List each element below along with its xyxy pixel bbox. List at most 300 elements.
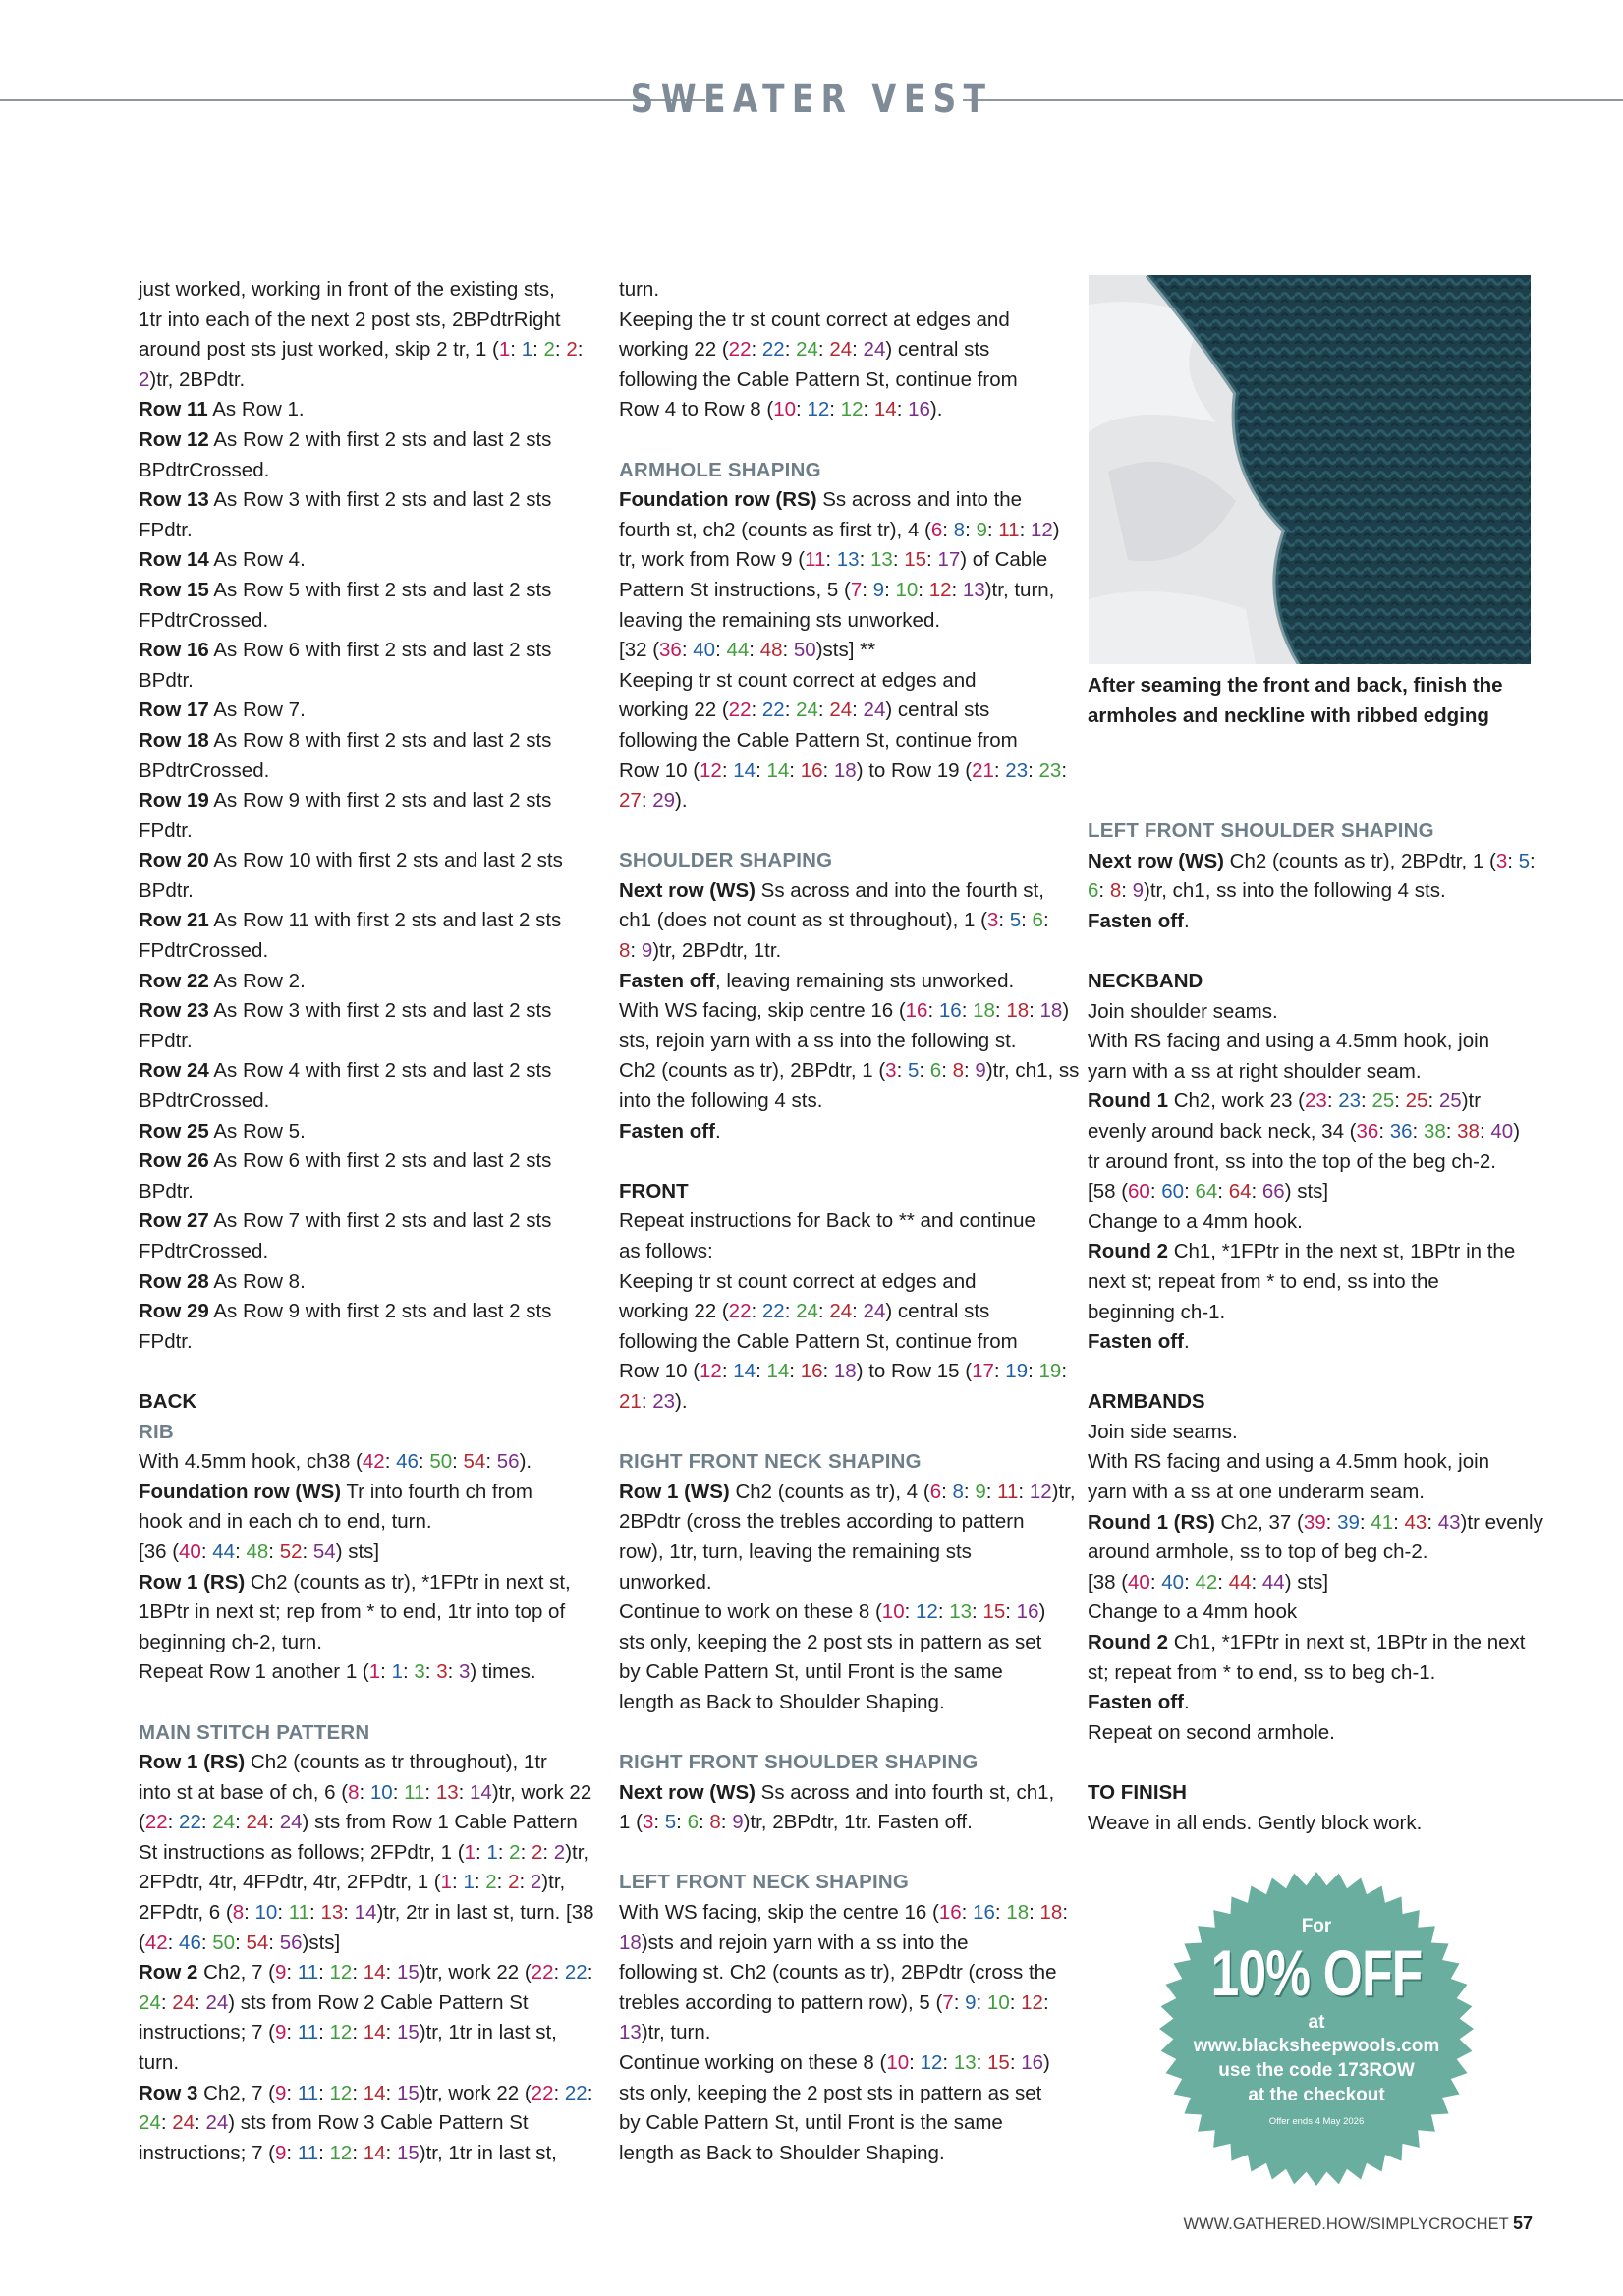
text-run: ) sts from Row 1 Cable Pattern: [302, 1811, 578, 1834]
pattern-line: [619, 335, 1081, 365]
text-run: ) to Row 19 (: [856, 758, 973, 782]
pattern-line: [619, 2079, 1081, 2109]
text-run: :: [862, 578, 873, 601]
text-run: :: [829, 398, 841, 421]
text-run: :: [200, 1931, 213, 1954]
text-run: by Cable Pattern St, until Front is the same: [619, 1660, 1003, 1684]
size-count: 38: [1457, 1119, 1480, 1143]
text-run: as follows:: [619, 1240, 713, 1262]
text-run: As Row 5.: [208, 1119, 306, 1143]
size-count: 7: [942, 1990, 954, 2014]
text-run: :: [286, 1961, 298, 1985]
text-run: Ch2 (counts as tr), 4 (: [729, 1480, 930, 1503]
text-run: :: [380, 1660, 392, 1684]
text-run: sts only, keeping the 2 post sts in pattern as set: [619, 1630, 1042, 1653]
size-count: 24: [863, 1300, 886, 1323]
text-run: Ch2 (counts as tr throughout), 1tr: [245, 1751, 547, 1774]
text-run: :: [749, 639, 760, 662]
size-count: 16: [938, 1901, 962, 1925]
subsection-heading: LEFT FRONT SHOULDER SHAPING: [1088, 819, 1434, 842]
size-count: 18: [833, 758, 857, 782]
pattern-line: [1088, 907, 1549, 937]
text-run: :: [919, 1059, 930, 1083]
size-count: 25: [1405, 1090, 1428, 1113]
size-count: 42: [362, 1450, 385, 1474]
size-count: 12: [1021, 1990, 1043, 2014]
size-count: 60: [1161, 1180, 1185, 1204]
size-count: 6: [930, 518, 943, 541]
text-run: :: [715, 639, 727, 662]
text-run: :: [352, 2081, 364, 2104]
pattern-line: [619, 1447, 1081, 1478]
text-run: :: [965, 518, 977, 541]
pattern-line: [619, 1237, 1081, 1267]
size-count: 2: [543, 338, 555, 362]
text-run: Ss across and into the fourth st,: [755, 878, 1044, 902]
pattern-line: [619, 545, 1081, 576]
text-run: Ch2, 37 (: [1214, 1510, 1304, 1534]
text-run: (: [139, 1811, 145, 1834]
text-run: :: [927, 999, 939, 1023]
size-count: 19: [1005, 1360, 1029, 1383]
pattern-line: [619, 786, 1081, 816]
section-heading: FRONT: [619, 1179, 689, 1203]
text-run: evenly around back neck, 34 (: [1088, 1119, 1357, 1143]
row-label: Row 19: [139, 789, 209, 812]
text-run: fourth st, ch2 (counts as first tr), 4 (: [619, 518, 931, 541]
subsection-heading: MAIN STITCH PATTERN: [139, 1720, 370, 1744]
text-run: 2BPdtr (cross the trebles according to pattern: [619, 1510, 1025, 1534]
pattern-line: [1088, 1327, 1549, 1358]
text-run: FPdtrCrossed.: [139, 608, 269, 632]
text-run: instructions; 7 (: [139, 2021, 275, 2044]
size-count: 11: [297, 2081, 319, 2104]
text-run: Ch2 (counts as tr), 2BPdtr, 1 (: [619, 1059, 886, 1083]
text-run: around armhole, ss to top of beg ch-2.: [1088, 1540, 1428, 1564]
row-label: Foundation row (WS): [139, 1480, 342, 1503]
pattern-line: [619, 1597, 1081, 1628]
text-run: .: [714, 1119, 721, 1143]
pattern-line: [1088, 1237, 1549, 1267]
text-run: ch1 (does not count as st throughout), 1 (: [619, 909, 987, 932]
size-count: 12: [1030, 518, 1053, 541]
pattern-line: [139, 996, 600, 1027]
pattern-line: [139, 666, 600, 697]
text-run: :: [1061, 1360, 1068, 1383]
text-run: ) of Cable: [960, 548, 1048, 572]
size-count: 22: [564, 1961, 588, 1985]
row-label: Row 27: [139, 1209, 209, 1233]
pattern-line: [1088, 1057, 1549, 1088]
row-label: Row 25: [139, 1119, 209, 1143]
text-run: :: [1098, 879, 1110, 903]
text-run: following the Cable Pattern St, continue from: [619, 367, 1018, 391]
text-run: [36 (: [139, 1540, 180, 1563]
size-count: 23: [1338, 1090, 1362, 1113]
text-run: sts only, keeping the 2 post sts in pattern as set: [619, 2081, 1042, 2104]
pattern-line: [139, 395, 600, 425]
size-count: 14: [363, 1961, 386, 1985]
text-run: Repeat instructions for Back to ** and continue: [619, 1209, 1035, 1233]
text-run: :: [452, 1871, 464, 1894]
size-count: 23: [1005, 758, 1029, 782]
text-run: :: [318, 2081, 330, 2104]
text-run: :: [937, 1600, 950, 1624]
text-run: )tr, 1tr in last st,: [419, 2141, 557, 2164]
text-run: :: [352, 2141, 364, 2164]
text-run: turn.: [619, 278, 660, 301]
pattern-line: [139, 1838, 600, 1869]
size-count: 5: [1518, 849, 1531, 872]
size-count: 24: [796, 699, 818, 722]
size-count: 8: [619, 939, 631, 963]
pattern-line: [1088, 967, 1549, 997]
size-count: 9: [975, 1059, 986, 1083]
caption-line: armholes and neckline with ribbed edging: [1088, 703, 1489, 727]
size-count: 2: [553, 1840, 566, 1864]
size-count: 18: [1039, 1901, 1063, 1925]
pattern-line: [619, 2139, 1081, 2169]
size-count: 22: [728, 338, 752, 362]
text-run: (: [139, 1931, 145, 1954]
text-run: :: [1042, 909, 1049, 932]
badge-url[interactable]: www.blacksheepwools.com: [1193, 2036, 1440, 2056]
text-run: leaving the remaining sts unworked.: [619, 608, 941, 632]
size-count: 11: [297, 2141, 319, 2164]
size-count: 21: [972, 758, 994, 782]
pattern-line: [1088, 876, 1549, 907]
text-run: :: [630, 939, 642, 963]
size-count: 8: [953, 518, 966, 541]
pattern-line: [139, 1206, 600, 1237]
text-run: ) sts]: [1284, 1570, 1329, 1594]
size-count: 48: [759, 639, 783, 662]
text-run: :: [268, 1540, 280, 1563]
size-count: 9: [872, 578, 885, 601]
size-count: 13: [962, 578, 985, 601]
size-count: 36: [1389, 1119, 1413, 1143]
text-run: :: [1028, 1360, 1039, 1383]
text-run: :: [653, 1811, 665, 1834]
text-run: :: [918, 578, 929, 601]
row-label: Row 14: [139, 548, 209, 572]
text-run: just worked, working in front of the existing sts,: [139, 278, 555, 301]
size-count: 13: [953, 2051, 977, 2075]
section-heading: TO FINISH: [1088, 1781, 1187, 1804]
text-run: :: [1029, 999, 1040, 1023]
size-count: 1: [498, 338, 511, 362]
text-run: )tr: [1461, 1090, 1482, 1113]
size-count: 22: [531, 2081, 554, 2104]
size-count: 44: [1228, 1570, 1252, 1594]
size-count: 15: [396, 2081, 420, 2104]
pattern-line: [139, 1868, 600, 1898]
size-count: 39: [1303, 1510, 1326, 1534]
size-count: 18: [973, 999, 995, 1023]
size-count: 25: [1438, 1090, 1462, 1113]
text-run: :: [385, 2021, 397, 2044]
pattern-line: [619, 1297, 1081, 1327]
text-run: )tr, 2BPdtr.: [149, 367, 246, 391]
pattern-line: [619, 1357, 1081, 1387]
text-run: BPdtr.: [139, 878, 194, 902]
pattern-line: [1088, 997, 1549, 1028]
pattern-line: [619, 1988, 1081, 2019]
size-count: 12: [916, 1600, 938, 1624]
pattern-line: [619, 636, 1081, 666]
text-run: )tr evenly: [1460, 1510, 1543, 1534]
size-count: 39: [1337, 1510, 1360, 1534]
text-run: Row 10 (: [619, 1360, 700, 1383]
text-run: Ss across and into fourth st, ch1,: [755, 1780, 1055, 1804]
text-run: :: [384, 1450, 397, 1474]
text-run: )tr, 2tr in last st, turn. [38: [376, 1901, 594, 1925]
size-count: 29: [652, 789, 676, 812]
text-run: :: [302, 1540, 313, 1563]
text-run: :: [160, 1990, 173, 2014]
size-count: 2: [485, 1871, 497, 1894]
text-run: :: [286, 2081, 298, 2104]
text-run: :: [817, 338, 830, 362]
text-run: working 22 (: [619, 1300, 729, 1323]
text-run: 1BPtr in next st; rep from * to end, 1tr into top of: [139, 1600, 566, 1624]
pattern-line: [619, 1688, 1081, 1718]
text-run: :: [985, 1480, 998, 1503]
text-run: :: [782, 639, 794, 662]
pattern-line: [619, 1898, 1081, 1929]
size-count: 36: [1356, 1119, 1379, 1143]
text-run: :: [789, 1360, 801, 1383]
text-run: by Cable Pattern St, until Front is the same: [619, 2111, 1003, 2135]
text-run: :: [822, 1360, 834, 1383]
text-run: As Row 8.: [208, 1269, 306, 1293]
text-run: :: [496, 1871, 509, 1894]
pattern-line: [139, 636, 600, 666]
text-run: :: [418, 1450, 430, 1474]
text-run: :: [200, 1811, 213, 1834]
text-run: Repeat Row 1 another 1 (: [139, 1660, 369, 1684]
text-run: :: [318, 2021, 330, 2044]
pattern-line: [619, 696, 1081, 726]
row-label: Round 2: [1088, 1631, 1168, 1654]
text-run: st; repeat from * to end, ss to beg ch-1.: [1088, 1660, 1436, 1684]
text-run: :: [964, 1059, 976, 1083]
text-run: :: [641, 1389, 653, 1413]
text-run: :: [884, 578, 896, 601]
text-run: :: [676, 1811, 688, 1834]
text-run: :: [1507, 849, 1519, 872]
row-label: Fasten off: [1088, 1330, 1184, 1354]
text-run: :: [698, 1811, 710, 1834]
text-run: :: [1184, 1570, 1196, 1594]
text-run: :: [751, 699, 762, 722]
size-count: 6: [1032, 909, 1043, 932]
discount-badge[interactable]: [1154, 1867, 1479, 2191]
pattern-column-middle: [619, 275, 1081, 2168]
pattern-line: [619, 1177, 1081, 1207]
pattern-line: [139, 1808, 600, 1838]
text-run: Keeping tr st count correct at edges and: [619, 1269, 977, 1293]
size-count: 1: [521, 338, 533, 362]
paragraph-gap: [1088, 1748, 1549, 1778]
footer-url[interactable]: WWW.GATHERED.HOW/SIMPLYCROCHET: [1183, 2215, 1509, 2233]
size-count: 11: [805, 548, 826, 572]
text-run: As Row 4 with first 2 sts and last 2 sts: [208, 1059, 552, 1083]
row-label: Round 1: [1088, 1090, 1168, 1113]
size-count: 9: [641, 939, 653, 963]
text-run: :: [1427, 1090, 1439, 1113]
text-run: :: [1479, 1119, 1491, 1143]
text-run: :: [1251, 1180, 1262, 1204]
pattern-line: [139, 726, 600, 756]
pattern-line: [1088, 1538, 1549, 1568]
size-count: 14: [873, 398, 897, 421]
pattern-line: [139, 2108, 600, 2139]
text-run: :: [1217, 1570, 1229, 1594]
pattern-line: [139, 1657, 600, 1688]
size-count: 9: [965, 1990, 977, 2014]
size-count: 60: [1128, 1180, 1150, 1204]
knit-detail-photo: [1089, 275, 1531, 664]
size-count: 24: [205, 1990, 229, 2014]
size-count: 3: [414, 1660, 425, 1684]
pattern-line: [619, 756, 1081, 787]
size-count: 44: [726, 639, 750, 662]
text-run: Ch1, *1FPtr in next st, 1BPtr in the next: [1168, 1631, 1526, 1654]
size-count: 13: [836, 548, 860, 572]
row-label: Row 21: [139, 909, 209, 932]
text-run: tr around front, ss into the top of the beg ch-2.: [1088, 1149, 1496, 1173]
text-run: next st; repeat from * to end, ss into the: [1088, 1269, 1439, 1293]
pattern-line: [139, 1958, 600, 1988]
text-run: FPdtr.: [139, 518, 193, 541]
text-run: As Row 3 with first 2 sts and last 2 sts: [208, 488, 552, 512]
paragraph-gap: [1088, 1358, 1549, 1388]
size-count: 5: [907, 1059, 920, 1083]
text-run: :: [385, 1961, 397, 1985]
pattern-line: [619, 2018, 1081, 2048]
badge-discount: 10% OFF: [1210, 1936, 1423, 2009]
badge-for-text: For: [1301, 1916, 1332, 1936]
pattern-line: [1088, 1387, 1549, 1418]
size-count: 23: [1038, 758, 1062, 782]
pattern-line: [139, 1418, 600, 1448]
size-count: 24: [863, 699, 886, 722]
size-count: 46: [179, 1931, 201, 1954]
size-count: 3: [885, 1059, 897, 1083]
pattern-line: [139, 1568, 600, 1598]
size-count: 24: [796, 1300, 818, 1323]
text-run: :: [277, 1901, 289, 1925]
size-count: 7: [850, 578, 863, 601]
text-run: :: [994, 999, 1007, 1023]
text-run: :: [1394, 1090, 1406, 1113]
size-count: 6: [1088, 879, 1099, 903]
text-run: With RS facing and using a 4.5mm hook, join: [1088, 1030, 1490, 1053]
text-run: ): [1062, 999, 1070, 1023]
text-run: :: [972, 1600, 983, 1624]
text-run: instructions; 7 (: [139, 2141, 275, 2164]
pattern-line: [139, 1538, 600, 1568]
subsection-heading: RIB: [139, 1420, 174, 1443]
pattern-line: [619, 606, 1081, 637]
size-count: 9: [275, 2081, 287, 2104]
text-run: :: [1028, 758, 1039, 782]
size-count: 1: [391, 1660, 403, 1684]
text-run: ): [1513, 1119, 1521, 1143]
size-count: 43: [1404, 1510, 1427, 1534]
text-run: :: [953, 1990, 966, 2014]
pattern-line: [139, 1988, 600, 2019]
text-run: FPdtr.: [139, 1329, 193, 1353]
pattern-line: [139, 846, 600, 876]
text-run: :: [553, 2081, 565, 2104]
pattern-line: [139, 1147, 600, 1177]
paragraph-gap: [619, 1418, 1081, 1448]
text-run: :: [1325, 1510, 1338, 1534]
text-run: around post sts just worked, skip 2 tr, 1 (: [139, 338, 499, 362]
text-run: :: [941, 1480, 953, 1503]
text-run: :: [961, 999, 974, 1023]
pattern-line: [139, 1507, 600, 1538]
text-run: ).: [519, 1450, 532, 1474]
size-count: 11: [997, 1480, 1019, 1503]
size-count: 3: [459, 1660, 471, 1684]
paragraph-gap: [619, 1147, 1081, 1177]
text-run: FPdtrCrossed.: [139, 1240, 269, 1262]
text-run: :: [721, 1360, 734, 1383]
size-count: 64: [1195, 1180, 1218, 1204]
size-count: 54: [246, 1931, 269, 1954]
pattern-line: [619, 967, 1081, 997]
pattern-line: [619, 1507, 1081, 1538]
size-count: 14: [470, 1780, 492, 1804]
text-run: Keeping the tr st count correct at edges and: [619, 308, 1010, 331]
size-count: 9: [975, 1480, 986, 1503]
row-label: Row 23: [139, 999, 209, 1023]
pattern-line: [1088, 1117, 1549, 1148]
text-run: :: [942, 2051, 954, 2075]
size-count: 2: [508, 1871, 520, 1894]
text-run: length as Back to Shoulder Shaping.: [619, 2141, 945, 2164]
pattern-line: [619, 876, 1081, 907]
text-run: With WS facing, skip the centre 16 (: [619, 1901, 939, 1925]
size-count: 9: [732, 1811, 744, 1834]
size-count: 6: [687, 1811, 699, 1834]
size-count: 48: [246, 1540, 269, 1563]
pattern-line: [619, 936, 1081, 967]
text-run: :: [892, 548, 905, 572]
text-run: :: [817, 699, 830, 722]
text-run: BPdtr.: [139, 668, 194, 692]
text-run: :: [424, 1780, 436, 1804]
text-run: Continue to work on these 8 (: [619, 1600, 882, 1624]
text-run: working 22 (: [619, 699, 729, 722]
pattern-line: [139, 1237, 600, 1267]
text-run: :: [859, 548, 870, 572]
text-run: [58 (: [1088, 1180, 1129, 1204]
text-run: :: [554, 338, 567, 362]
pattern-line: [1088, 1418, 1549, 1448]
text-run: )tr, work 22 (: [419, 2081, 532, 2104]
size-count: 12: [700, 758, 722, 782]
size-count: 12: [329, 1961, 353, 1985]
text-run: :: [343, 1901, 355, 1925]
text-run: As Row 1.: [207, 398, 305, 421]
text-run: yarn with a ss at one underarm seam.: [1088, 1481, 1425, 1504]
text-run: :: [941, 1059, 953, 1083]
text-run: Ch2, work 23 (: [1168, 1090, 1305, 1113]
